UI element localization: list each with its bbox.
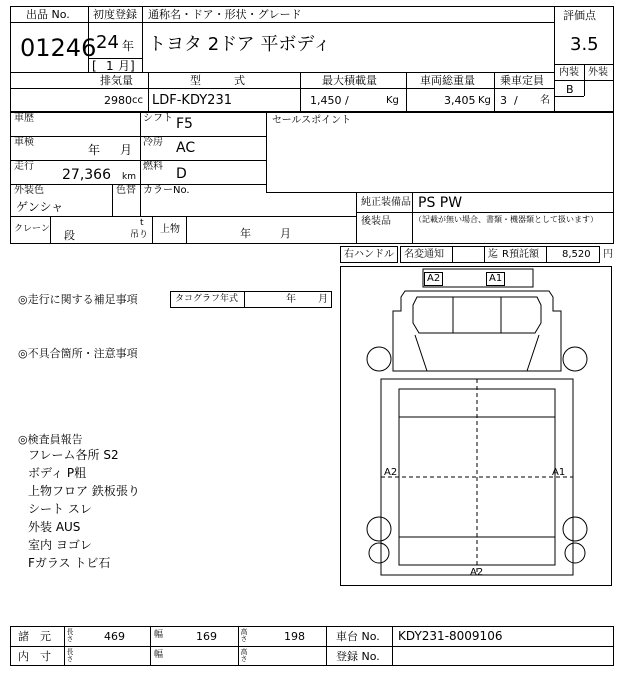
inspector-line: 室内 ヨゴレ — [28, 538, 92, 552]
first-reg-month-bracket: [ — [92, 59, 97, 73]
inspector-line: フレーム各所 S2 — [28, 448, 119, 462]
truck-outline — [341, 267, 613, 587]
displacement-unit: cc — [132, 95, 143, 106]
genuine-equipment-value: PS PW — [418, 195, 463, 211]
max-load-value: 1,450 — [310, 94, 342, 107]
max-load-unit: Kg — [386, 95, 399, 106]
displacement-label: 排気量 — [100, 74, 133, 87]
model-value: LDF-KDY231 — [152, 93, 232, 108]
equipment-month: 月 — [280, 227, 291, 240]
aftermarket-note: （記載が無い場合、書類・機器類として扱います） — [414, 215, 598, 224]
interior-width-label: 幅 — [154, 650, 164, 660]
damage-top-right: A1 — [486, 272, 505, 286]
vehicle-diagram — [340, 266, 612, 586]
capacity-value: 3 — [500, 94, 507, 107]
mileage-unit: km — [122, 172, 136, 182]
inspector-line: シート スレ — [28, 502, 92, 516]
height-label: 高さ — [240, 628, 248, 642]
displacement-value: 2980 — [104, 94, 132, 107]
shift-value: F5 — [176, 116, 193, 132]
inspection-label: 車検 — [14, 137, 34, 148]
first-reg-month-unit: 月] — [118, 59, 135, 73]
equipment-year: 年 — [240, 227, 251, 240]
interior-grade-value: B — [566, 83, 574, 96]
interior-height-label: 高さ — [240, 648, 248, 662]
length-label: 長さ — [66, 628, 74, 642]
shift-label: シフト — [143, 113, 173, 124]
aftermarket-label: 後装品 — [361, 216, 391, 227]
first-reg-year: 24 — [96, 32, 119, 53]
width-label: 幅 — [154, 630, 164, 640]
dims-label: 諸 元 — [18, 630, 51, 643]
interior-length-label: 長さ — [66, 648, 74, 662]
history-label: 車歴 — [14, 113, 34, 124]
damage-bottom: A2 — [470, 567, 484, 578]
damage-top-left: A2 — [424, 272, 443, 286]
inspector-report-label: ◎検査員報告 — [18, 433, 83, 446]
inspection-year: 年 — [88, 143, 101, 157]
first-reg-year-unit: 年 — [122, 39, 135, 53]
max-load-label: 最大積載量 — [322, 74, 377, 87]
chassis-label: 車台 No. — [336, 630, 380, 643]
recycle-tax-unit: 円 — [603, 249, 613, 260]
mileage-label: 走行 — [14, 161, 34, 172]
height-value: 198 — [284, 630, 305, 643]
color-value: ゲンシャ — [16, 200, 64, 214]
name-label: 通称名・ドア・形状・グレード — [148, 8, 302, 21]
right-hand-drive-label: 右ハンドル — [344, 249, 394, 260]
first-reg-label: 初度登録 — [93, 8, 137, 21]
ac-value: AC — [176, 140, 196, 156]
name-change-until: 迄 — [488, 249, 498, 260]
mileage-value: 27,366 — [62, 167, 111, 183]
damage-right: A1 — [552, 467, 566, 478]
travel-notes-label: ◎走行に関する補足事項 — [18, 293, 138, 306]
sales-point-label: セールスポイント — [272, 115, 352, 126]
tachograph-year: 年 — [286, 294, 296, 305]
fuel-label: 燃料 — [143, 161, 163, 172]
interior-dims-label: 内 寸 — [18, 650, 51, 663]
inspector-line: ボディ P粗 — [28, 466, 87, 480]
color-change-label: 色替 — [116, 185, 136, 196]
inspector-line: Fガラス トビ石 — [28, 556, 111, 570]
crane-lift-label: 吊り — [130, 230, 149, 240]
damage-left: A2 — [384, 467, 398, 478]
ac-label: 冷房 — [143, 137, 163, 148]
interior-grade-label: 内装 — [559, 67, 579, 78]
color-no-label: カラーNo. — [143, 185, 190, 196]
defects-label: ◎不具合箇所・注意事項 — [18, 347, 138, 360]
model-label: 型 式 — [190, 74, 245, 87]
gross-weight-label: 車両総重量 — [420, 74, 475, 87]
lot-no-value: 01246 — [20, 34, 97, 62]
gross-weight-value: 3,405 — [444, 94, 476, 107]
exterior-grade-label: 外装 — [588, 67, 608, 78]
width-value: 169 — [196, 630, 217, 643]
max-load-sep: / — [345, 94, 349, 107]
capacity-sep: / — [514, 94, 518, 107]
crane-stage-unit: 段 — [64, 229, 75, 242]
tachograph-month: 月 — [318, 294, 328, 305]
grade-label: 評価点 — [563, 9, 596, 22]
chassis-value: KDY231-8009106 — [398, 629, 503, 643]
gross-weight-unit: Kg — [478, 95, 491, 106]
registration-label: 登録 No. — [336, 650, 380, 663]
color-label: 外装色 — [14, 185, 44, 196]
crane-label: クレーン — [14, 224, 50, 234]
first-reg-month: 1 — [106, 59, 114, 73]
inspector-line: 上物フロア 鉄板張り — [28, 484, 140, 498]
genuine-equipment-label: 純正装備品 — [361, 197, 411, 208]
capacity-label: 乗車定員 — [500, 74, 544, 87]
equipment-label: 上物 — [160, 224, 180, 235]
tachograph-label: タコグラフ年式 — [175, 294, 239, 304]
fuel-value: D — [176, 166, 187, 182]
capacity-unit: 名 — [540, 95, 550, 106]
length-value: 469 — [104, 630, 125, 643]
grade-value: 3.5 — [570, 34, 599, 55]
vehicle-name: トヨタ 2ドア 平ボディ — [148, 34, 331, 55]
inspection-month: 月 — [120, 143, 133, 157]
recycle-tax-label: R預託額 — [502, 249, 539, 260]
crane-ton-unit: t — [140, 218, 144, 228]
name-change-label: 名変通知 — [404, 249, 444, 260]
inspector-line: 外装 AUS — [28, 520, 81, 534]
recycle-tax-value: 8,520 — [562, 249, 591, 260]
lot-no-label: 出品 No. — [26, 8, 70, 21]
